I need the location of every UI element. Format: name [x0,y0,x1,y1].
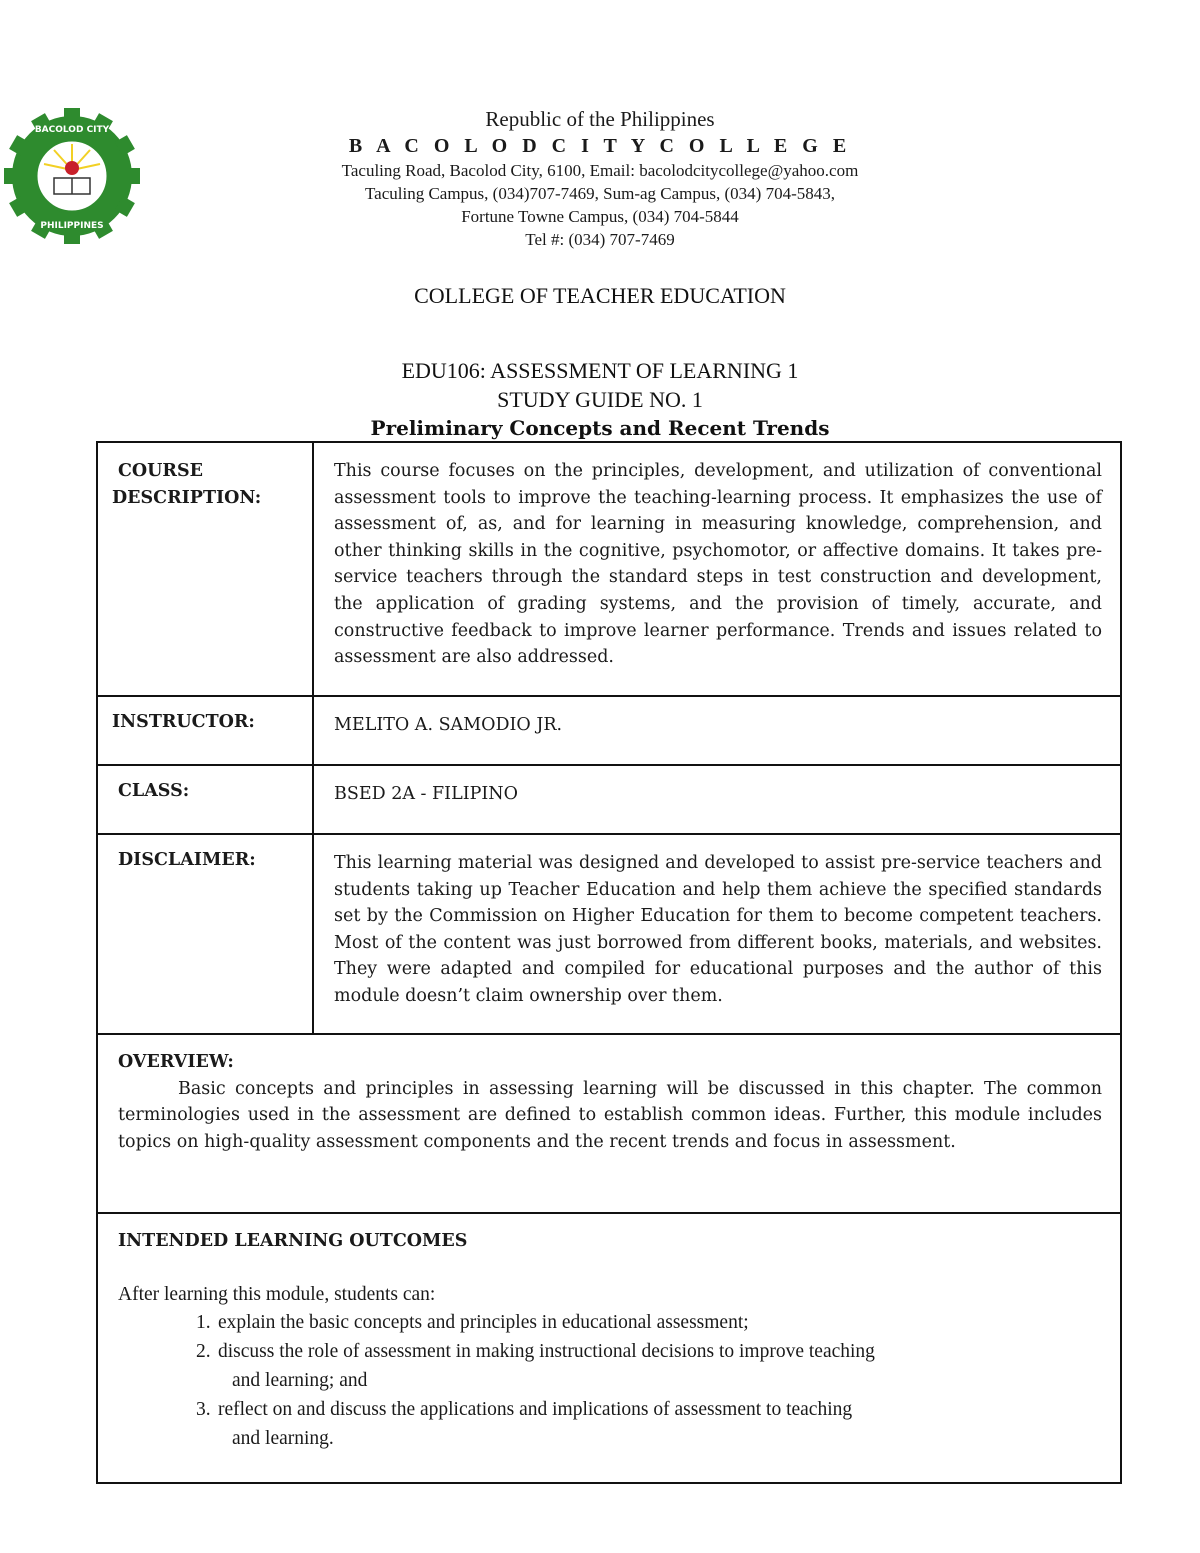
disclaimer-row [97,834,1121,1034]
outcomes-cell [97,1213,1121,1483]
disclaimer-text: This learning material was designed and developed to assist pre-service teachers and students taking up Teacher Education and help them achieve the specified standards set by the Commission on Higher Education for them to become competent teachers. Most of the content was just borrowed from different books, materials, and websites. They were adapted and compiled for educational purposes and the author of this module doesn’t claim ownership over them. [313,834,1121,1034]
list-item-number: 1. [196,1312,211,1334]
course-label-line-2: DESCRIPTION: [112,488,262,508]
svg-text:PHILIPPINES: PHILIPPINES [40,221,104,231]
course-description-row [97,442,1121,696]
class-label: CLASS: [97,765,313,834]
course-label-line-1: COURSE [118,461,203,481]
list-item-line: reflect on and discuss the applications and implications of assessment to teaching [218,1399,853,1421]
list-item [196,1308,1102,1337]
list-item-line: explain the basic concepts and principles in educational assessment; [218,1312,749,1334]
overview-heading: OVERVIEW: [118,1052,234,1072]
list-item-text [218,1308,1038,1337]
course-description-label [97,442,313,696]
campus-line-1: Taculing Campus, (034)707-7469, Sum-ag Campus, (034) 704-5843, [364,184,836,203]
list-item-line-continued: and learning. [232,1428,334,1450]
instructor-row [97,696,1121,765]
outcomes-intro: After learning this module, students can: [118,1283,436,1305]
list-item-number: 2. [196,1341,211,1363]
study-guide-title [0,356,1200,443]
address-line: Taculing Road, Bacolod City, 6100, Email: bacolodcitycollege@yahoo.com [341,161,859,180]
college-name: B A C O L O D C I T Y C O L L E G E [348,135,852,157]
list-item-number: 3. [196,1399,211,1421]
list-item-line: discuss the role of assessment in making instructional decisions to improve teaching [218,1341,875,1363]
disclaimer-label: DISCLAIMER: [97,834,313,1034]
class-row [97,765,1121,834]
outcomes-heading: INTENDED LEARNING OUTCOMES [118,1231,468,1251]
overview-text: Basic concepts and principles in assessing learning will be discussed in this chapter. The common terminologies used in the assessment are defined to establish common ideas. Further, this module includes topics on high-quality assessment components and the recent trends and focus in assessment. [118,1078,1102,1152]
list-item-text [218,1337,1038,1395]
college-logo [2,108,142,244]
guide-topic: Preliminary Concepts and Recent Trends [370,416,830,440]
list-item [196,1337,1102,1395]
course-description-text: This course focuses on the principles, development, and utilization of conventional assessment tools to improve the teaching-learning process. It emphasizes the use of assessment of, as, and for learning in measuring knowledge, comprehension, and other thinking skills in the cognitive, psychomotor, or affective domains. It takes pre-service teachers through the standard steps in test construction and development, the application of grading systems, and the provision of timely, accurate, and constructive feedback to improve learner performance. Trends and issues related to assessment are also addressed. [313,442,1121,696]
list-item-text [218,1395,1038,1453]
study-guide-table [96,441,1122,1484]
department-title: COLLEGE OF TEACHER EDUCATION [414,283,786,308]
list-item [196,1395,1102,1453]
tel-line: Tel #: (034) 707-7469 [525,230,675,249]
college-seal-icon [2,108,142,244]
republic-line: Republic of the Philippines [485,107,715,131]
class-value: BSED 2A - FILIPINO [313,765,1121,834]
campus-line-2: Fortune Towne Campus, (034) 704-5844 [461,207,739,226]
letterhead [200,106,1000,251]
overview-cell [97,1034,1121,1213]
instructor-label: INSTRUCTOR: [97,696,313,765]
course-title: EDU106: ASSESSMENT OF LEARNING 1 [401,358,799,383]
outcomes-list [118,1308,1102,1453]
svg-text:BACOLOD CITY: BACOLOD CITY [34,125,110,135]
guide-number: STUDY GUIDE NO. 1 [497,387,703,412]
outcomes-row [97,1213,1121,1483]
overview-row [97,1034,1121,1213]
list-item-line-continued: and learning; and [232,1370,368,1392]
instructor-name: MELITO A. SAMODIO JR. [313,696,1121,765]
